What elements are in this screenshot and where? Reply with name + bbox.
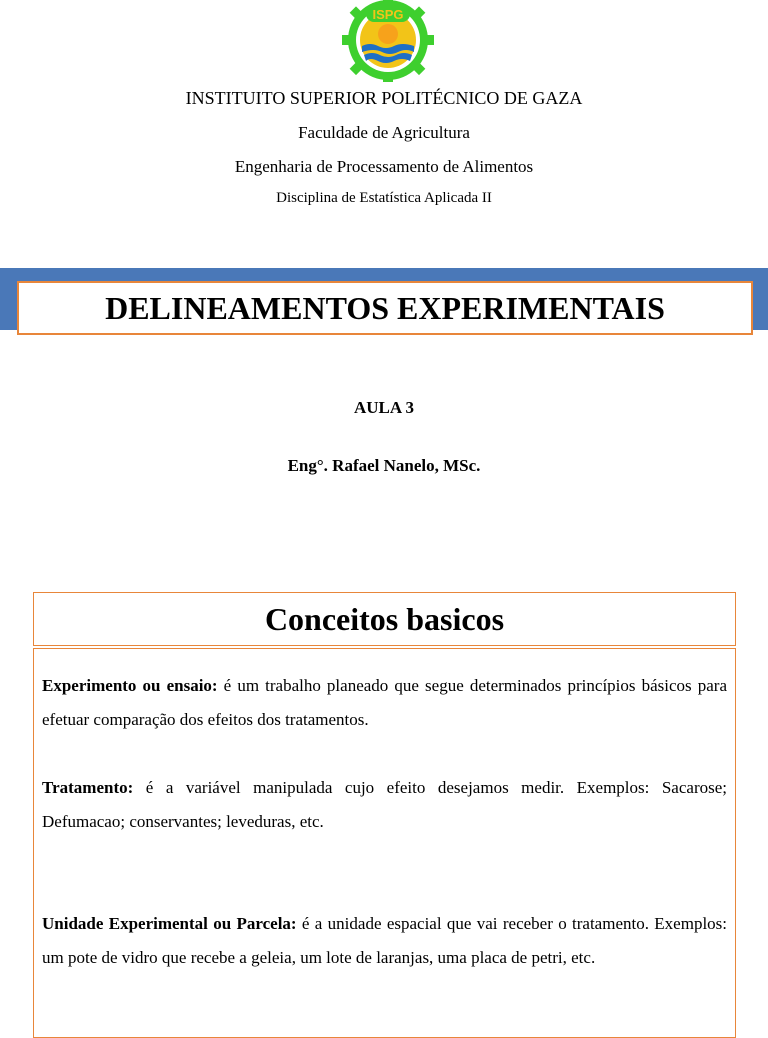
discipline-name: Disciplina de Estatística Aplicada II <box>276 190 492 206</box>
logo-text: ISPG <box>372 7 404 22</box>
concept-paragraph <box>42 669 727 737</box>
main-title: DELINEAMENTOS EXPERIMENTAIS <box>17 281 753 335</box>
concept-definition: é a variável manipulada cujo efeito desejamos medir. Exemplos: Sacarose; Defumacao; conservantes; leveduras, etc. <box>42 778 727 831</box>
author-name: Eng°. Rafael Nanelo, MSc. <box>287 456 481 475</box>
concept-term: Unidade Experimental ou Parcela: <box>42 914 297 933</box>
concept-term: Tratamento: <box>42 778 134 797</box>
ispg-logo <box>328 0 448 82</box>
concept-paragraph <box>42 771 727 839</box>
section-title: Conceitos basicos <box>33 592 736 646</box>
concept-term: Experimento ou ensaio: <box>42 676 218 695</box>
concept-definition: é a unidade espacial que vai receber o tratamento. Exemplos: um pote de vidro que recebe a geleia, um lote de laranjas, uma placa de petri, etc. <box>42 914 727 967</box>
faculty-name: Faculdade de Agricultura <box>298 123 470 142</box>
lesson-label: AULA 3 <box>354 398 414 417</box>
concept-definition: é um trabalho planeado que segue determinados princípios básicos para efetuar comparação dos efeitos dos tratamentos. <box>42 676 727 729</box>
institute-name: INSTITUITO SUPERIOR POLITÉCNICO DE GAZA <box>185 88 583 108</box>
concept-paragraph <box>42 907 727 975</box>
course-name: Engenharia de Processamento de Alimentos <box>234 157 534 176</box>
concepts-box <box>33 648 736 1038</box>
